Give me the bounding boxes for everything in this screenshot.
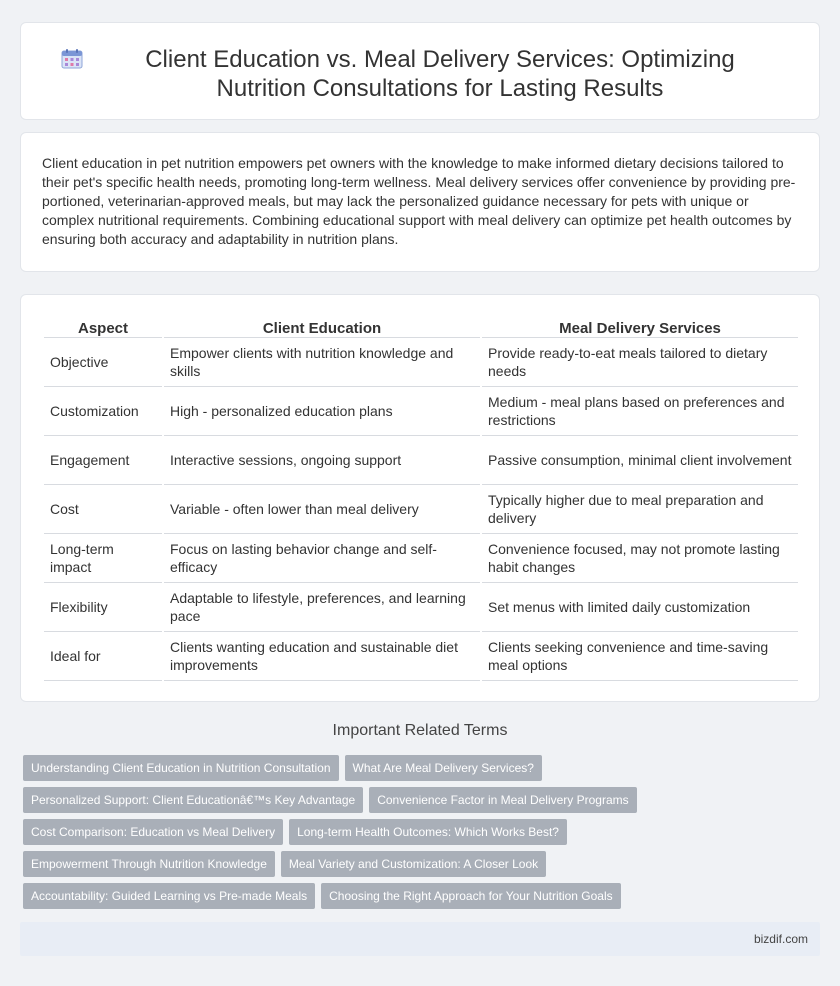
header-client-education: Client Education — [164, 316, 480, 338]
table-row — [44, 534, 798, 583]
footer — [20, 922, 820, 956]
related-terms-list — [23, 755, 803, 909]
meal-delivery-cell: Clients seeking convenience and time-saving meal options — [482, 632, 798, 681]
aspect-cell: Flexibility — [44, 583, 162, 632]
related-term-tag[interactable]: Accountability: Guided Learning vs Pre-made Meals — [23, 883, 315, 909]
meal-delivery-cell: Passive consumption, minimal client involvement — [482, 436, 798, 485]
related-term-tag[interactable]: Understanding Client Education in Nutrition Consultation — [23, 755, 339, 781]
intro-paragraph: Client education in pet nutrition empowers pet owners with the knowledge to make informed dietary decisions tailored to their pet's specific health needs, promoting long-term wellness. Meal delivery services offer convenience by providing pre-portioned, veterinarian-approved meals, but may lack the personalized guidance necessary for pets with unique or complex nutritional requirements. Combining educational support with meal delivery can optimize pet health outcomes by ensuring both accuracy and adaptability in nutrition plans. — [42, 155, 796, 247]
meal-delivery-cell: Typically higher due to meal preparation and delivery — [482, 485, 798, 534]
comparison-card — [20, 294, 820, 702]
aspect-cell: Cost — [44, 485, 162, 534]
aspect-cell: Objective — [44, 338, 162, 387]
intro-card — [20, 132, 820, 272]
table-row — [44, 632, 798, 681]
header-aspect: Aspect — [44, 316, 162, 338]
table-row — [44, 485, 798, 534]
table-row — [44, 583, 798, 632]
meal-delivery-cell: Set menus with limited daily customization — [482, 583, 798, 632]
aspect-cell: Ideal for — [44, 632, 162, 681]
client-education-cell: Clients wanting education and sustainable diet improvements — [164, 632, 480, 681]
related-terms-heading: Important Related Terms — [332, 722, 508, 739]
client-education-cell: Interactive sessions, ongoing support — [164, 436, 480, 485]
related-term-tag[interactable]: Convenience Factor in Meal Delivery Programs — [369, 787, 636, 813]
page-title: Client Education vs. Meal Delivery Services: Optimizing Nutrition Consultations for Lasting Results — [145, 46, 735, 102]
meal-delivery-cell: Medium - meal plans based on preferences and restrictions — [482, 387, 798, 436]
table-row — [44, 387, 798, 436]
title-card — [20, 22, 820, 120]
footer-brand[interactable]: bizdif.com — [753, 932, 808, 946]
table-header-row — [44, 316, 798, 338]
client-education-cell: Adaptable to lifestyle, preferences, and learning pace — [164, 583, 480, 632]
related-term-tag[interactable]: Meal Variety and Customization: A Closer Look — [281, 851, 546, 877]
client-education-cell: High - personalized education plans — [164, 387, 480, 436]
meal-delivery-cell: Convenience focused, may not promote lasting habit changes — [482, 534, 798, 583]
related-term-tag[interactable]: Empowerment Through Nutrition Knowledge — [23, 851, 275, 877]
table-row — [44, 436, 798, 485]
client-education-cell: Focus on lasting behavior change and self-efficacy — [164, 534, 480, 583]
aspect-cell: Engagement — [44, 436, 162, 485]
title-wrap — [21, 45, 819, 103]
related-term-tag[interactable]: Choosing the Right Approach for Your Nutrition Goals — [321, 883, 621, 909]
comparison-table — [42, 316, 800, 681]
related-term-tag[interactable]: What Are Meal Delivery Services? — [345, 755, 542, 781]
aspect-cell: Customization — [44, 387, 162, 436]
table-row — [44, 338, 798, 387]
client-education-cell: Empower clients with nutrition knowledge and skills — [164, 338, 480, 387]
header-meal-delivery: Meal Delivery Services — [482, 316, 798, 338]
related-term-tag[interactable]: Long-term Health Outcomes: Which Works Best? — [289, 819, 567, 845]
related-term-tag[interactable]: Cost Comparison: Education vs Meal Delivery — [23, 819, 283, 845]
client-education-cell: Variable - often lower than meal delivery — [164, 485, 480, 534]
related-term-tag[interactable]: Personalized Support: Client Educationâ€™s Key Advantage — [23, 787, 363, 813]
aspect-cell: Long-term impact — [44, 534, 162, 583]
meal-delivery-cell: Provide ready-to-eat meals tailored to dietary needs — [482, 338, 798, 387]
